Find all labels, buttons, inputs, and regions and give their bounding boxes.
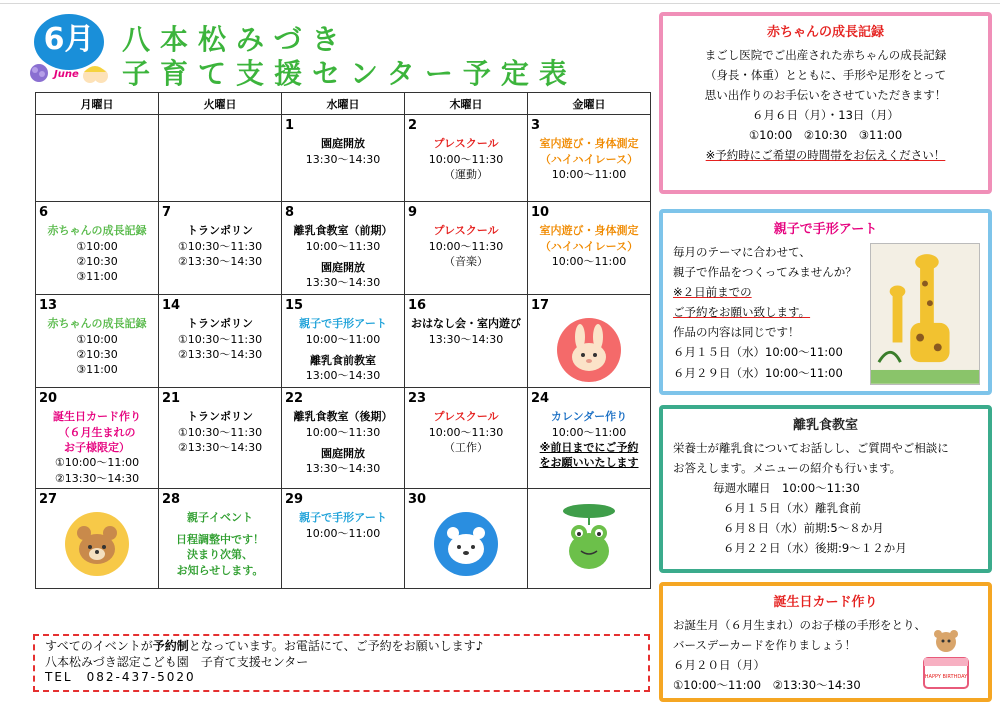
- box-text: まごし医院でご出産された赤ちゃんの成長記録: [704, 47, 947, 62]
- month-badge: [28, 14, 108, 84]
- box-text: お答えします。メニューの紹介も行います。: [673, 460, 902, 475]
- day-cell-empty: [159, 115, 282, 202]
- event-note: お子様限定）: [64, 440, 130, 454]
- phone-number: TEL 082-437-5020: [45, 670, 196, 685]
- rabbit-icon: [556, 317, 622, 383]
- day-number: 21: [162, 391, 181, 406]
- event-title: おはなし会・室内遊び: [411, 317, 521, 331]
- day-cell: [528, 202, 651, 295]
- event-title: 誕生日カード作り: [53, 410, 141, 424]
- event-time: ①10:00: [76, 332, 118, 346]
- event-note: （運動）: [444, 167, 488, 181]
- box-note: ※２日前までの: [673, 285, 752, 299]
- event-time: 10:00～11:30: [428, 152, 504, 166]
- day-cell: [405, 489, 528, 589]
- event-time: 10:00～11:00: [551, 167, 627, 181]
- event-time: ②13:30～14:30: [54, 471, 140, 485]
- event-title: トランポリン: [187, 317, 253, 331]
- birthday-cake-icon: [918, 626, 974, 694]
- box-date: ６月１５日（水）離乳食前: [723, 501, 861, 516]
- event-time: ①10:30～11:30: [177, 332, 263, 346]
- day-cell: [528, 489, 651, 589]
- day-cell: [36, 202, 159, 295]
- event-time: ②13:30～14:30: [177, 440, 263, 454]
- event-note: 決まり次第、: [187, 548, 253, 562]
- birthday-card-box: [659, 582, 992, 702]
- event-time: 13:30～14:30: [305, 462, 381, 476]
- box-text: 思い出作りのお手伝いをさせていただきます！: [704, 88, 947, 102]
- day-number: 27: [39, 492, 58, 508]
- event-title: 赤ちゃんの成長記録: [47, 224, 147, 238]
- title-line-1: 八本松みづき: [122, 23, 350, 56]
- event-note: （６月生まれの: [58, 425, 136, 439]
- day-number: 17: [531, 298, 550, 313]
- day-number: 20: [39, 391, 58, 406]
- event-title: プレスクール: [433, 410, 499, 424]
- event-time: 10:00～11:30: [305, 239, 381, 253]
- event-time: 13:30～14:30: [305, 276, 381, 290]
- day-number: 24: [531, 391, 550, 406]
- calendar-table: [35, 92, 651, 589]
- week-row: [36, 202, 651, 295]
- event-time: ③11:00: [76, 270, 118, 284]
- day-cell-empty: [36, 115, 159, 202]
- event-title: 園庭開放: [321, 446, 365, 460]
- event-title: 親子で手形アート: [299, 317, 387, 331]
- box-time: ①10:00 ②10:30 ③11:00: [748, 128, 903, 143]
- day-cell: [528, 115, 651, 202]
- event-title: 室内遊び・身体測定: [539, 224, 639, 238]
- weekday-thu: 木曜日: [405, 93, 528, 115]
- event-time: 13:30～14:30: [305, 152, 381, 166]
- day-cell: [405, 295, 528, 388]
- box-title: 誕生日カード作り: [773, 595, 878, 610]
- event-title: トランポリン: [187, 410, 253, 424]
- event-time: ①10:30～11:30: [177, 239, 263, 253]
- weekday-fri: 金曜日: [528, 93, 651, 115]
- event-time: 10:00～11:30: [428, 425, 504, 439]
- event-time: 10:00～11:30: [305, 425, 381, 439]
- event-title: 園庭開放: [321, 137, 365, 151]
- event-time: ②10:30: [76, 347, 118, 361]
- event-note: （ハイハイレース）: [539, 239, 639, 253]
- day-cell: [282, 295, 405, 388]
- note-line-2: 八本松みづき認定こども園 子育て支援センター: [45, 654, 309, 669]
- box-text: 毎月のテーマに合わせて、: [673, 244, 811, 259]
- polar-bear-icon: [433, 511, 499, 577]
- bear-icon: [64, 511, 130, 577]
- cake-text: HAPPY BIRTHDAY: [924, 674, 968, 680]
- week-row: [36, 295, 651, 388]
- event-title: カレンダー作り: [550, 410, 628, 424]
- frog-icon: [559, 501, 619, 573]
- box-time: ①10:00～11:00 ②13:30～14:30: [673, 678, 861, 693]
- day-number: 16: [408, 298, 427, 313]
- event-time: 10:00～11:00: [551, 254, 627, 268]
- hydrangea-icon: [28, 62, 50, 84]
- event-title: 離乳食教室（後期）: [293, 410, 393, 424]
- day-number: 15: [285, 298, 304, 313]
- event-title: 親子イベント: [187, 511, 253, 525]
- event-time: 10:00～11:00: [551, 425, 627, 439]
- top-divider: [0, 3, 1000, 4]
- box-title: 離乳食教室: [792, 418, 858, 433]
- box-title: 親子で手形アート: [773, 222, 878, 237]
- event-note: お知らせします。: [176, 563, 264, 577]
- box-note: ※予約時にご希望の時間帯をお伝えください！: [705, 148, 946, 163]
- day-cell: [36, 388, 159, 489]
- event-note: （ハイハイレース）: [539, 152, 639, 166]
- day-number: 13: [39, 298, 58, 313]
- event-note: 日程調整中です！: [176, 532, 264, 546]
- box-date: ６月２２日（水）後期:9～１２か月: [723, 541, 907, 556]
- day-cell: [159, 202, 282, 295]
- weekday-tue: 火曜日: [159, 93, 282, 115]
- day-cell: [36, 295, 159, 388]
- day-number: 6: [39, 205, 49, 220]
- box-date: ６月２０日（月）: [673, 658, 765, 672]
- event-note: ※前日までにご予約: [539, 440, 639, 454]
- day-number: 22: [285, 391, 304, 406]
- reservation-note: [33, 634, 650, 692]
- event-note: （音楽）: [444, 254, 488, 268]
- day-cell: [528, 388, 651, 489]
- event-time: 13:30～14:30: [428, 332, 504, 346]
- box-date: ６月２９日（水）10:00～11:00: [673, 365, 843, 380]
- event-title: 園庭開放: [321, 260, 365, 274]
- umbrella-kids-icon: [82, 64, 108, 86]
- day-cell: [405, 388, 528, 489]
- day-number: 2: [408, 118, 418, 133]
- event-note: （工作）: [444, 440, 488, 454]
- box-text: 栄養士が離乳食についてお話しし、ご質問やご相談に: [673, 440, 949, 455]
- day-cell: [528, 295, 651, 388]
- day-number: 23: [408, 391, 427, 406]
- event-time: ①10:00: [76, 239, 118, 253]
- box-note: ご予約をお願い致します。: [673, 305, 811, 320]
- weaning-class-box: [659, 405, 992, 573]
- event-time: 13:00～14:30: [305, 369, 381, 383]
- week-row: [36, 115, 651, 202]
- box-text: 親子で作品をつくってみませんか？: [673, 264, 857, 279]
- month-english: June: [54, 69, 79, 80]
- event-title: 離乳食前教室: [310, 353, 376, 367]
- week-row: [36, 388, 651, 489]
- day-cell: [159, 295, 282, 388]
- day-cell: [159, 489, 282, 589]
- event-title: 室内遊び・身体測定: [539, 137, 639, 151]
- box-date: ６月６日（月）・13日（月）: [752, 108, 899, 123]
- box-text: 作品の内容は同じです！: [673, 325, 800, 340]
- growth-record-box: [659, 12, 992, 194]
- box-text: （身長・体重）とともに、手形や足形をとって: [704, 67, 947, 82]
- event-time: ①10:30～11:30: [177, 425, 263, 439]
- box-text: バースデーカードを作りましょう！: [673, 637, 856, 652]
- event-time: 10:00～11:00: [305, 526, 381, 540]
- event-title: 親子で手形アート: [299, 511, 387, 525]
- week-row: [36, 489, 651, 589]
- box-text: お誕生月（６月生まれ）のお子様の手形をとり、: [673, 617, 926, 632]
- event-title: プレスクール: [433, 137, 499, 151]
- day-number: 30: [408, 492, 427, 508]
- weekday-header-row: [36, 93, 651, 115]
- event-time: ①10:00～11:00: [54, 456, 140, 470]
- event-title: 離乳食教室（前期）: [293, 224, 393, 238]
- day-cell: [36, 489, 159, 589]
- giraffe-artwork-image: [870, 243, 980, 385]
- box-date: ６月８日（水）前期:5～８か月: [723, 521, 884, 536]
- day-number: 7: [162, 205, 172, 220]
- weekday-mon: 月曜日: [36, 93, 159, 115]
- event-time: ②10:30: [76, 254, 118, 268]
- day-cell: [282, 202, 405, 295]
- event-title: 赤ちゃんの成長記録: [47, 317, 147, 331]
- day-cell: [405, 115, 528, 202]
- event-time: 10:00～11:00: [305, 332, 381, 346]
- box-date: 毎週水曜日 10:00～11:30: [713, 481, 860, 495]
- day-number: 28: [162, 492, 181, 508]
- weekday-wed: 水曜日: [282, 93, 405, 115]
- handprint-art-box: [659, 209, 992, 395]
- box-date: ６月１５日（水）10:00～11:00: [673, 345, 843, 360]
- event-title: プレスクール: [433, 224, 499, 238]
- event-time: 10:00～11:30: [428, 239, 504, 253]
- day-number: 1: [285, 118, 295, 133]
- day-number: 29: [285, 492, 304, 508]
- day-cell: [159, 388, 282, 489]
- day-number: 9: [408, 205, 418, 220]
- day-number: 14: [162, 298, 181, 313]
- title-line-2: 子育て支援センター予定表: [122, 57, 577, 90]
- event-time: ②13:30～14:30: [177, 347, 263, 361]
- day-cell: [405, 202, 528, 295]
- event-time: ③11:00: [76, 363, 118, 377]
- day-cell: [282, 388, 405, 489]
- box-title: 赤ちゃんの成長記録: [766, 25, 884, 40]
- day-cell: [282, 115, 405, 202]
- day-cell: [282, 489, 405, 589]
- event-title: トランポリン: [187, 224, 253, 238]
- month-label: 6月: [34, 14, 104, 70]
- event-note: をお願いいたします: [539, 456, 639, 470]
- day-number: 8: [285, 205, 295, 220]
- note-line-1: すべてのイベントが予約制となっています。お電話にて、ご予約をお願いします♪: [45, 639, 484, 653]
- event-time: ②13:30～14:30: [177, 254, 263, 268]
- day-number: 3: [531, 118, 541, 133]
- day-number: 10: [531, 205, 550, 220]
